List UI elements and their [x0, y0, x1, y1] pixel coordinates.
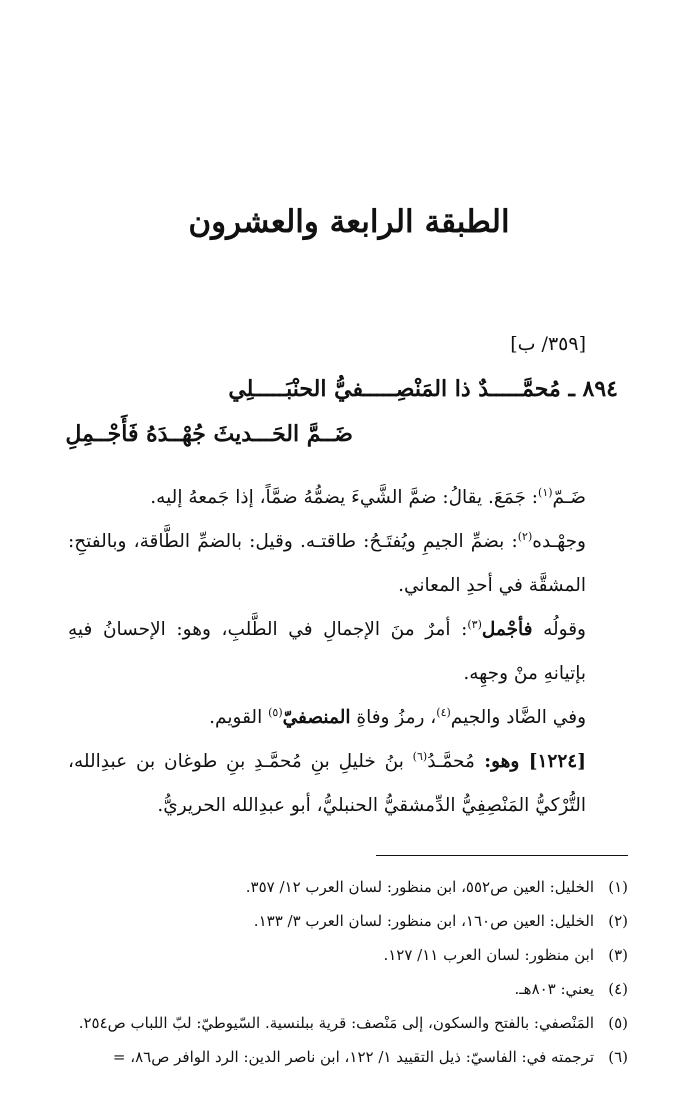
- footnote-divider: [376, 855, 628, 856]
- footnote-marker: (٥): [268, 705, 283, 719]
- footnote-text: ترجمته في: الفاسيّ: ذيل التقييد ١/ ١٢٢، ابن ناصر الدين: الرد الوافر ص٨٦، =: [112, 1048, 594, 1066]
- commentary-paragraph: [68, 476, 628, 520]
- footnote: [68, 972, 628, 1006]
- paragraph-text: وفي الضَّاد والجيم: [450, 707, 586, 728]
- footnote-number: (١): [608, 878, 628, 896]
- entry-number: ٨٩٤ ـ: [568, 376, 618, 402]
- footnote-number: (٦): [608, 1048, 628, 1066]
- paragraph-text: وقولُه: [532, 619, 586, 640]
- footnote-text: المَنْصفي: بالفتح والسكون، إلى مَنْصف: قرية ببلنسية. السّيوطيّ: لبّ اللباب ص٢٥٤.: [78, 1014, 594, 1032]
- footnote: [68, 870, 628, 904]
- footnote: [68, 1040, 628, 1074]
- paragraph-text: ضَـمّ: [552, 487, 586, 508]
- footnote-text: الخليل: العين ص٥٥٢، ابن منظور: لسان العرب ١٢/ ٣٥٧.: [245, 878, 594, 896]
- paragraph-text: : أمرٌ منَ الإجمالِ في الطَّلبِ، وهو: الإحسانُ فيهِ بإتيانهِ منْ وجهِه.: [68, 619, 586, 684]
- paragraph-text: وجهْـده: [532, 531, 586, 552]
- manuscript-reference: [٣٥٩/ ب]: [510, 333, 586, 355]
- commentary-body: [68, 476, 628, 828]
- footnote-text: ابن منظور: لسان العرب ١١/ ١٢٧.: [383, 946, 594, 964]
- footnotes: [68, 870, 628, 1074]
- paragraph-text: القويم.: [209, 707, 269, 728]
- paragraph-text: : جَمَعَ. يقالُ: ضمَّ الشَّيءَ يضمُّهُ ضمَّاً، إذا جَمعهُ إليه.: [150, 487, 539, 508]
- footnote: [68, 904, 628, 938]
- footnote: [68, 938, 628, 972]
- footnote-number: (٤): [608, 980, 628, 998]
- footnote-text: يعني: ٨٠٣هـ.: [514, 980, 594, 998]
- chapter-title: الطبقة الرابعة والعشرون: [188, 204, 510, 240]
- footnote-number: (٥): [608, 1014, 628, 1032]
- commentary-paragraph: [68, 520, 628, 608]
- paragraph-text: فأجْمل: [481, 619, 533, 640]
- commentary-paragraph: [68, 740, 628, 828]
- verse-line: ضَــمَّ الحَـــديثَ جُهْــدَهُ فَأَجْــمِلِ: [65, 421, 353, 447]
- footnote-marker: (٤): [436, 705, 451, 719]
- paragraph-text: ، رمزُ وفاةِ: [350, 707, 437, 728]
- footnote-number: (٢): [608, 912, 628, 930]
- entry-heading: [228, 372, 618, 406]
- paragraph-text: المنصفيّ: [282, 707, 351, 728]
- entry-verse-line: مُحمَّـــــدٌ ذا المَنْصِـــــفيُّ الحنْبَـــــلِي: [228, 376, 561, 402]
- paragraph-text: بنُ خليلِ بنِ مُحمَّـدِ بنِ طوغان بن عبدِالله، التُّرْكيُّ المَنْصِفِيُّ الدِّمشقيُّ الحنبليُّ، أبو عبدِالله الحريريُّ.: [68, 751, 586, 816]
- footnote-marker: (٣): [467, 617, 482, 631]
- footnote-text: الخليل: العين ص١٦٠، ابن منظور: لسان العرب ٣/ ١٣٣.: [253, 912, 594, 930]
- paragraph-text: : بضمِّ الجيمِ ويُفتَـحُ: طاقتـه. وقيل: بالضمِّ الطَّاقة، وبالفتحِ: المشقَّة في أحدِ المعاني.: [68, 531, 586, 596]
- footnote-marker: (١): [538, 485, 553, 499]
- paragraph-text: [١٢٢٤] وهو:: [474, 751, 586, 772]
- commentary-paragraph: [68, 608, 628, 696]
- commentary-paragraph: [68, 696, 628, 740]
- footnote-marker: (٦): [412, 749, 428, 763]
- paragraph-text: مُحمَّـدُ: [427, 751, 475, 772]
- footnote: [68, 1006, 628, 1040]
- footnote-number: (٣): [608, 946, 628, 964]
- footnote-marker: (٢): [517, 529, 533, 543]
